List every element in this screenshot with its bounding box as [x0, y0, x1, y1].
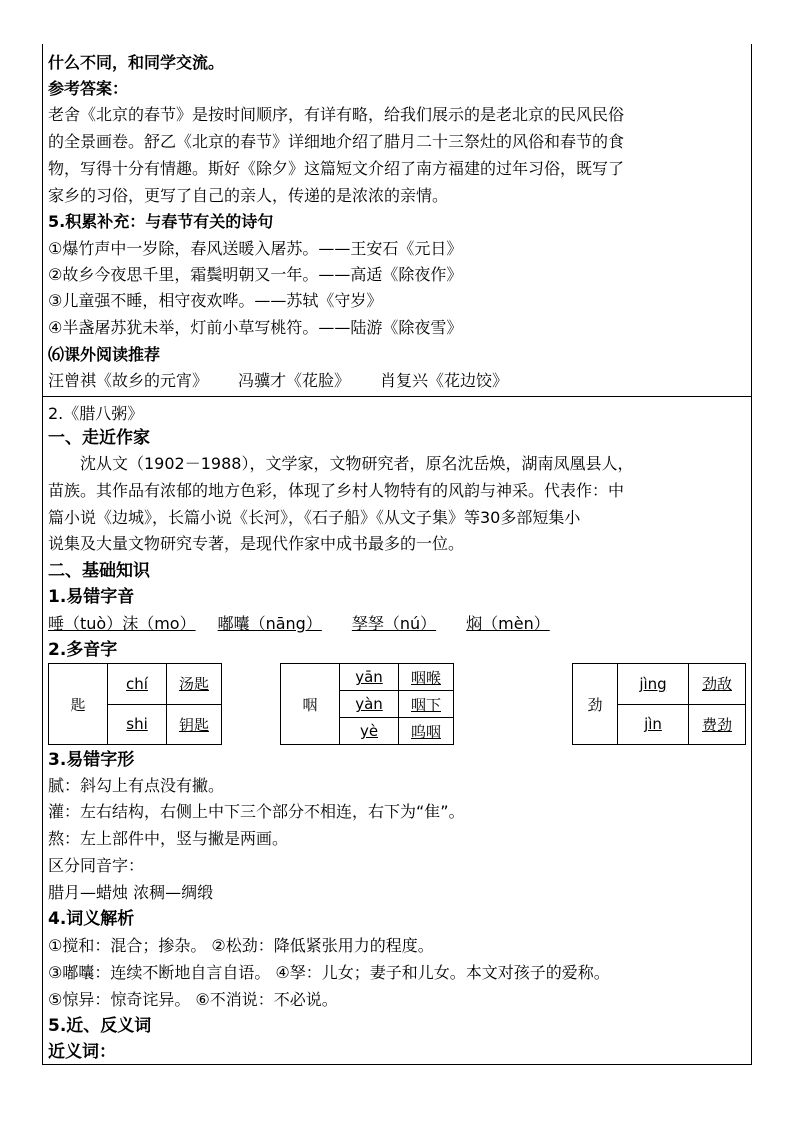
- poly-pinyin: yè: [359, 722, 379, 740]
- poem-line: ②故乡今夜思千里，霜鬓明朝又一年。——高适《除夜作》: [48, 265, 463, 284]
- answer-line: 家乡的习俗，更写了自己的亲人，传递的是浓浓的亲情。: [48, 186, 449, 205]
- poly-pinyin: yàn: [355, 695, 383, 713]
- intro-line: 什么不同，和同学交流。: [48, 53, 225, 72]
- shape-line: 腻：斜勾上有点没有撇。: [48, 776, 225, 795]
- answer-line: 老舍《北京的春节》是按时间顺序，有详有略，给我们展示的是老北京的民风民俗: [48, 105, 625, 124]
- poem-line: ③儿童强不睡，相守夜欢哗。——苏轼《守岁》: [48, 291, 383, 310]
- answer-label: 参考答案：: [48, 79, 129, 98]
- poly-word: 咽下: [410, 695, 441, 714]
- meaning-line: ⑤惊异：惊奇诧异。 ⑥不消说：不必说。: [48, 990, 338, 1009]
- meaning-line: ①搅和：混合；掺杂。 ②松劲：降低紧张用力的程度。: [48, 936, 434, 955]
- poly-pinyin: chí: [126, 674, 148, 693]
- poly-word: 费劲: [701, 715, 732, 734]
- poly-pinyin: yān: [355, 668, 383, 686]
- poly-word: 咽喉: [410, 668, 441, 687]
- reading-item: 肖复兴《花边饺》: [380, 371, 509, 390]
- author-line: 苗族。其作品有浓郁的地方色彩，体现了乡村人物特有的风韵与神采。代表作：中: [48, 481, 625, 500]
- poly-word: 汤匙: [178, 675, 209, 694]
- polyphone-table-jin: [572, 663, 746, 745]
- shape-line: 熬：左上部件中，竖与撇是两画。: [48, 829, 289, 848]
- author-line: 说集及大量文物研究专著，是现代作家中成书最多的一位。: [48, 534, 465, 553]
- poly-pinyin: shi: [126, 715, 148, 734]
- answer-line: 的全景画卷。舒乙《北京的春节》详细地介绍了腊月二十三祭灶的风俗和春节的食: [48, 132, 625, 151]
- shape-line: 区分同音字：: [48, 856, 145, 875]
- lesson-title: 2.《腊八粥》: [48, 404, 144, 423]
- poly-char: 咽: [281, 664, 340, 745]
- poly-word: 呜咽: [410, 722, 441, 741]
- section-meanings: 4.词义解析: [48, 909, 135, 929]
- section-pronunciation: 1.易错字音: [48, 587, 135, 607]
- section5-title: 5.积累补充：与春节有关的诗句: [48, 212, 274, 231]
- pron-item: 孥孥（nú）: [351, 614, 437, 633]
- poly-pinyin: jìng: [639, 674, 667, 693]
- author-line: 篇小说《边城》，长篇小说《长河》，《石子船》《从文子集》等30多部短集小: [48, 508, 581, 527]
- section-synonyms: 5.近、反义词: [48, 1016, 152, 1036]
- meaning-line: ③嘟囔：连续不断地自言自语。 ④孥：儿女；妻子和儿女。本文对孩子的爱称。: [48, 963, 610, 982]
- author-line: 沈从文（1902－1988），文学家，文物研究者，原名沈岳焕，湖南凤凰县人，: [80, 454, 634, 473]
- poly-char: 匙: [49, 664, 108, 745]
- poem-line: ①爆竹声中一岁除，春风送暖入屠苏。——王安石《元日》: [48, 239, 463, 258]
- reading-item: 汪曾祺《故乡的元宵》: [48, 371, 209, 390]
- poly-word: 劲敌: [701, 675, 732, 694]
- poem-line: ④半盏屠苏犹未举，灯前小草写桃符。——陆游《除夜雪》: [48, 318, 463, 337]
- section-divider: [42, 396, 752, 397]
- section-polyphone: 2.多音字: [48, 640, 118, 660]
- polyphone-table-yan: [280, 663, 454, 745]
- polyphone-table-chi: [48, 663, 222, 745]
- section6-title: ⑹课外阅读推荐: [48, 345, 161, 364]
- shape-line: 灌：左右结构，右侧上中下三个部分不相连，右下为“隹”。: [48, 802, 465, 821]
- heading-basics: 二、基础知识: [48, 561, 150, 581]
- pron-item: 唾（tuò）沫（mo）: [48, 614, 196, 633]
- reading-item: 冯骥才《花脸》: [238, 371, 351, 390]
- section-char-shapes: 3.易错字形: [48, 750, 135, 770]
- poly-char: 劲: [573, 664, 618, 745]
- pronunciation-list: [48, 613, 550, 635]
- shape-line: 腊月—蜡烛 浓稠—绸缎: [48, 883, 214, 902]
- poly-pinyin: jìn: [644, 715, 662, 734]
- pron-item: 嘟囔（nāng）: [217, 614, 322, 633]
- pron-item: 焖（mèn）: [466, 614, 550, 633]
- poly-word: 钥匙: [178, 715, 209, 734]
- answer-line: 物，写得十分有情趣。斯好《除夕》这篇短文介绍了南方福建的过年习俗，既写了: [48, 159, 625, 178]
- reading-list: [48, 370, 508, 392]
- heading-author: 一、走近作家: [48, 428, 150, 448]
- synonym-label: 近义词：: [48, 1042, 116, 1062]
